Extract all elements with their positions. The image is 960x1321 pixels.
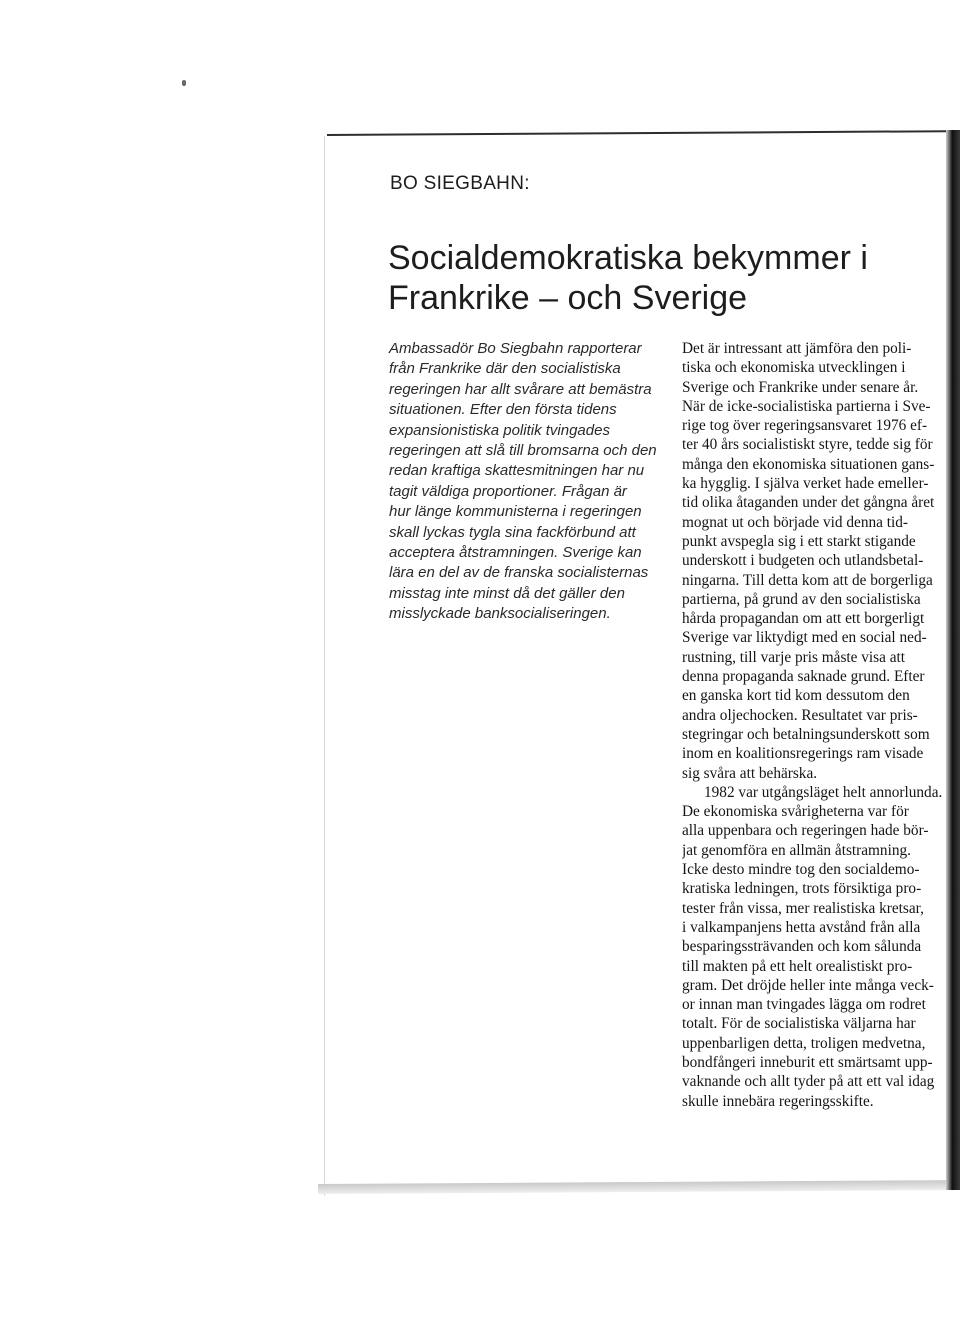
body-line: Det är intressant att jämföra den poli- [682, 340, 912, 357]
body-line: många den ekonomiska situationen gans- [682, 455, 935, 473]
body-line: tiska och ekonomiska utvecklingen i [682, 359, 906, 377]
article-intro [389, 339, 689, 625]
body-line: skulle innebära regeringsskifte. [682, 1092, 874, 1110]
body-line: totalt. För de socialistiska väljarna har [682, 1015, 916, 1033]
top-rule [327, 130, 947, 136]
intro-line: situationen. Efter den första tidens [389, 401, 617, 419]
body-line: Icke desto mindre tog den socialdemo- [682, 861, 920, 879]
body-line: kratiska ledningen, trots försiktiga pro- [682, 880, 922, 898]
body-line: Sverige var liktydigt med en social ned- [682, 629, 927, 647]
intro-line: misslyckade banksocialiseringen. [389, 605, 611, 623]
intro-line: lära en del av de franska socialisternas [389, 564, 649, 582]
body-line: till makten på ett helt orealistiskt pro- [682, 957, 913, 975]
body-line: När de icke-socialistiska partierna i Sve- [682, 397, 931, 415]
body-line: ningarna. Till detta kom att de borgerliga [682, 571, 933, 589]
body-line: bondfångeri inneburit ett smärtsamt upp- [682, 1053, 933, 1071]
headline-line: Socialdemokratiska bekymmer i [388, 239, 868, 277]
body-line: inom en koalitionsregerings ram visade [682, 745, 924, 763]
body-line: or innan man tvingades lägga om rodret [682, 996, 926, 1014]
body-line: andra oljechocken. Resultatet var pris- [682, 706, 918, 724]
intro-line: misstag inte minst då det gäller den [389, 584, 625, 602]
article-body [682, 339, 950, 1111]
body-line: jat genomföra en allmän åtstramning. [682, 841, 911, 859]
body-line: Sverige och Frankrike under senare år. [682, 378, 919, 396]
bottom-shadow [318, 1180, 958, 1194]
scan-speck [182, 80, 186, 86]
body-line: De ekonomiska svårigheterna var för [682, 803, 909, 821]
body-line: sig svåra att behärska. [682, 764, 818, 782]
body-line: rustning, till varje pris måste visa att [682, 648, 906, 666]
body-line: vaknande och allt tyder på att ett val idag [682, 1073, 935, 1091]
intro-line: regeringen har allt svårare att bemästra [389, 380, 652, 398]
body-line: ter 40 års socialistiskt styre, tedde sig för [682, 436, 933, 454]
body-line: besparingssträvanden och kom sålunda [682, 938, 922, 956]
body-line: denna propaganda saknade grund. Efter [682, 668, 925, 686]
article-headline [388, 238, 908, 318]
body-line: alla uppenbara och regeringen hade bör- [682, 822, 929, 840]
intro-line: hur länge kommunisterna i regeringen [389, 503, 642, 521]
body-line: 1982 var utgångsläget helt annorlunda. [704, 783, 943, 801]
body-line: tester från vissa, mer realistiska kretsar, [682, 899, 924, 917]
headline-line: Frankrike – och Sverige [388, 279, 748, 317]
intro-line: tagit väldiga proportioner. Frågan är [389, 482, 627, 500]
left-margin-shadow [324, 136, 325, 1196]
body-line: en ganska kort tid kom dessutom den [682, 687, 910, 705]
author-byline: BO SIEGBAHN: [390, 173, 530, 194]
body-line: rige tog över regeringsansvaret 1976 ef- [682, 417, 928, 435]
body-line: ka hygglig. I själva verket hade emeller- [682, 475, 929, 493]
body-line: stegringar och betalningsunderskott som [682, 725, 930, 743]
intro-line: Ambassadör Bo Siegbahn rapporterar [389, 340, 642, 357]
intro-line: acceptera åtstramningen. Sverige kan [389, 544, 642, 562]
body-line: uppenbarligen detta, troligen medvetna, [682, 1034, 926, 1052]
intro-line: från Frankrike där den socialistiska [389, 360, 621, 378]
intro-line: expansionistiska politik tvingades [389, 421, 610, 439]
intro-line: redan kraftiga skattesmitningen har nu [389, 462, 645, 480]
body-line: underskott i budgeten och utlandsbetal- [682, 552, 924, 570]
body-line: gram. Det dröjde heller inte många veck- [682, 976, 934, 994]
body-line: tid olika åtaganden under det gångna året [682, 494, 935, 512]
intro-line: regeringen att slå till bromsarna och den [389, 442, 657, 460]
body-line: punkt avspegla sig i ett starkt stigande [682, 532, 916, 550]
body-line: hårda propagandan om att ett borgerligt [682, 610, 925, 628]
intro-line: skall lyckas tygla sina fackförbund att [389, 523, 636, 541]
body-line: mognat ut och började vid denna tid- [682, 513, 908, 531]
body-line: partierna, på grund av den socialistiska [682, 590, 921, 608]
body-line: i valkampanjens hetta avstånd från alla [682, 918, 921, 936]
